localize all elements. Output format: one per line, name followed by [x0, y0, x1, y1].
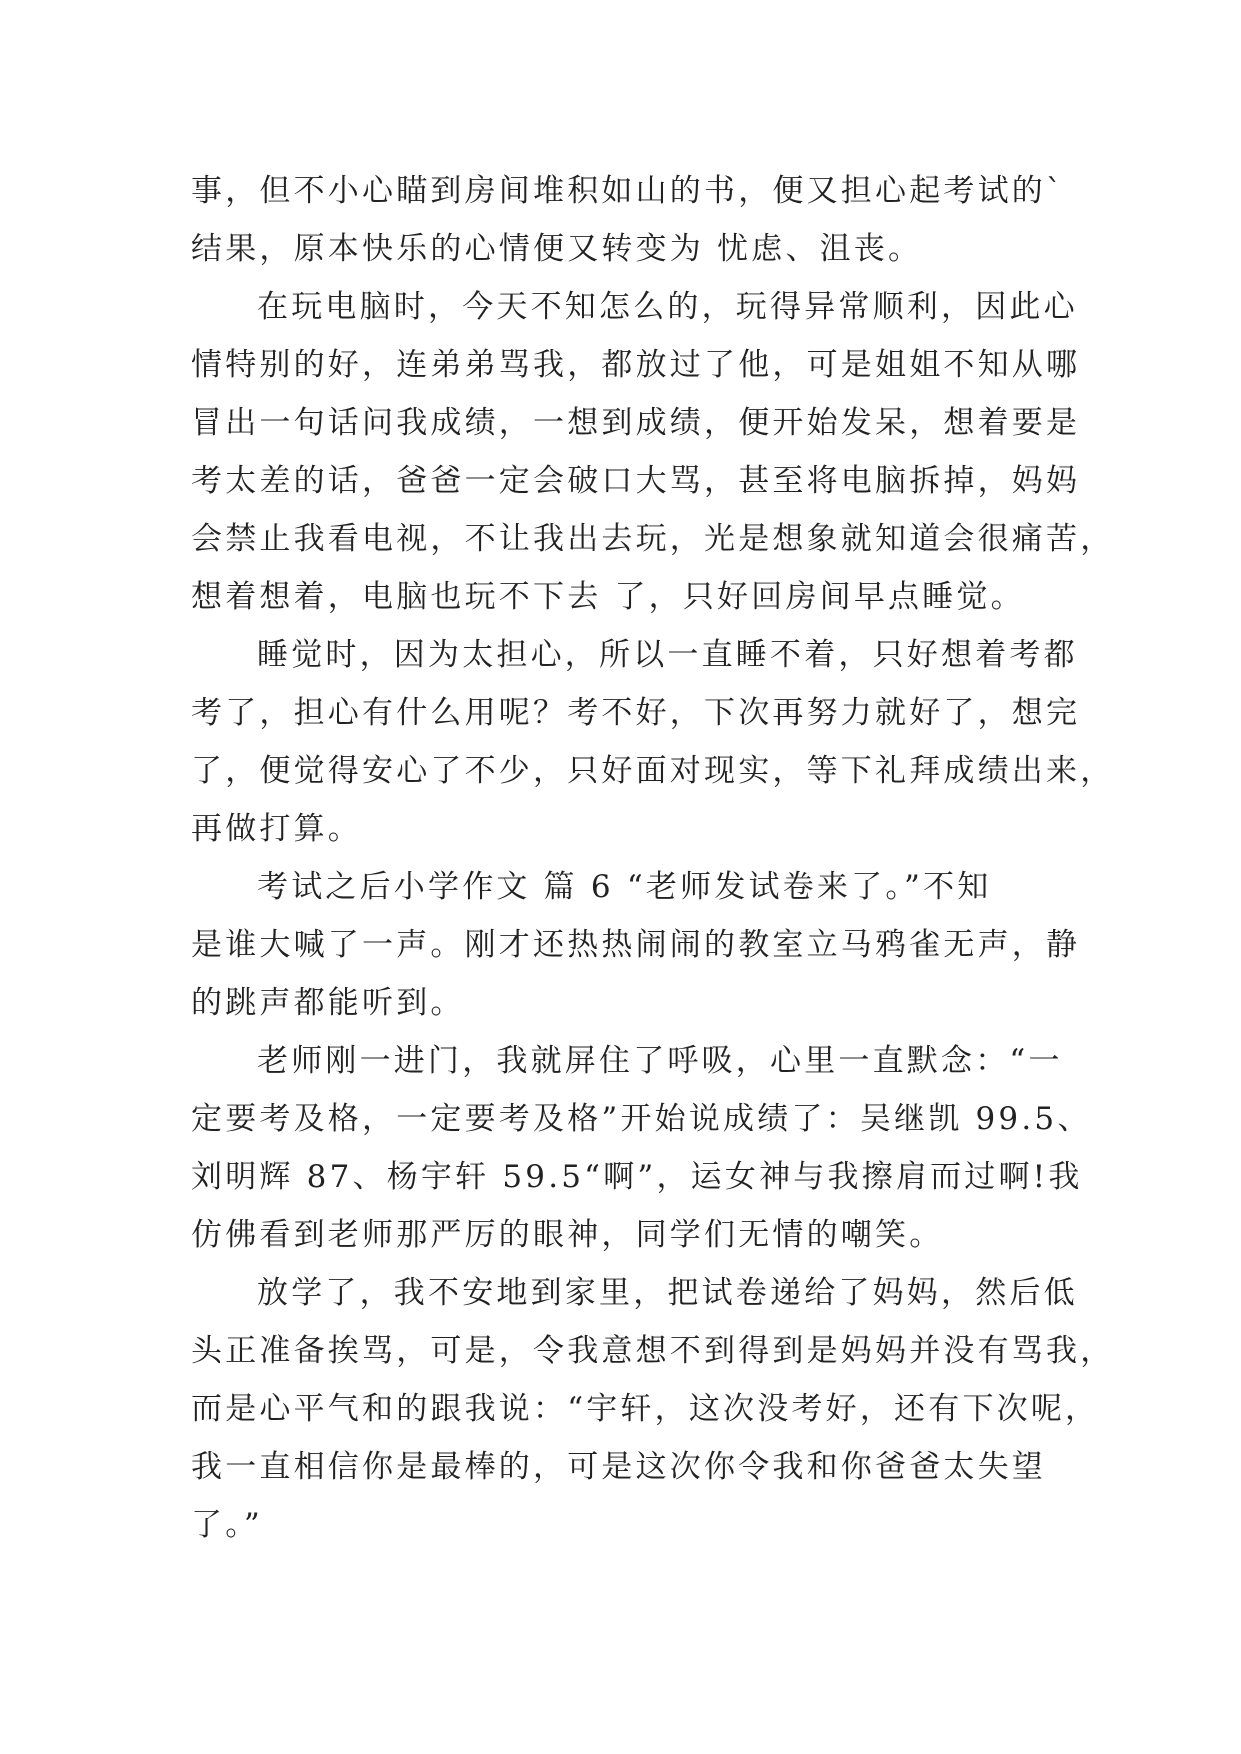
- text-line: 考太差的话，爸爸一定会破口大骂，甚至将电脑拆掉，妈妈: [191, 463, 1081, 499]
- text-line: 了，便觉得安心了不少，只好面对现实，等下礼拜成绩出来，: [191, 753, 1115, 789]
- text-line: 的跳声都能听到。: [191, 985, 465, 1021]
- paragraph-first-line: 睡觉时，因为太担心，所以一直睡不着，只好想着考都: [257, 637, 1078, 673]
- section-heading-line: 考试之后小学作文 篇 6 “老师发试卷来了。”不知: [257, 869, 992, 905]
- text-line: 想着想着，电脑也玩不下去 了，只好回房间早点睡觉。: [191, 579, 1025, 615]
- text-line: 事，但不小心瞄到房间堆积如山的书，便又担心起考试的`: [191, 173, 1065, 209]
- text-line: 结果，原本快乐的心情便又转变为 忧虑、沮丧。: [191, 231, 923, 267]
- text-line: 头正准备挨骂，可是，令我意想不到得到是妈妈并没有骂我，: [191, 1333, 1115, 1369]
- text-line: 考了，担心有什么用呢？考不好，下次再努力就好了，想完: [191, 695, 1081, 731]
- text-line: 会禁止我看电视，不让我出去玩，光是想象就知道会很痛苦，: [191, 521, 1115, 557]
- text-line: 再做打算。: [191, 811, 362, 847]
- text-line: 是谁大喊了一声。刚才还热热闹闹的教室立马鸦雀无声，静: [191, 927, 1081, 963]
- paragraph-first-line: 在玩电脑时，今天不知怎么的，玩得异常顺利，因此心: [257, 289, 1078, 325]
- text-line: 刘明辉 87、杨宇轩 59.5“啊”，运女神与我擦肩而过啊!我: [191, 1159, 1083, 1195]
- text-line: 了。”: [191, 1507, 263, 1543]
- text-line: 而是心平气和的跟我说：“宇轩，这次没考好，还有下次呢，: [191, 1391, 1100, 1427]
- text-line: 我一直相信你是最棒的，可是这次你令我和你爸爸太失望: [191, 1449, 1046, 1485]
- text-line: 仿佛看到老师那严厉的眼神，同学们无情的嘲笑。: [191, 1217, 944, 1253]
- text-line: 冒出一句话问我成绩，一想到成绩，便开始发呆，想着要是: [191, 405, 1081, 441]
- paragraph-first-line: 老师刚一进门，我就屏住了呼吸，心里一直默念：“一: [257, 1043, 1063, 1079]
- text-line: 定要考及格，一定要考及格”开始说成绩了：吴继凯 99.5、: [191, 1101, 1092, 1137]
- text-line: 情特别的好，连弟弟骂我，都放过了他，可是姐姐不知从哪: [191, 347, 1081, 383]
- paragraph-first-line: 放学了，我不安地到家里，把试卷递给了妈妈，然后低: [257, 1275, 1078, 1311]
